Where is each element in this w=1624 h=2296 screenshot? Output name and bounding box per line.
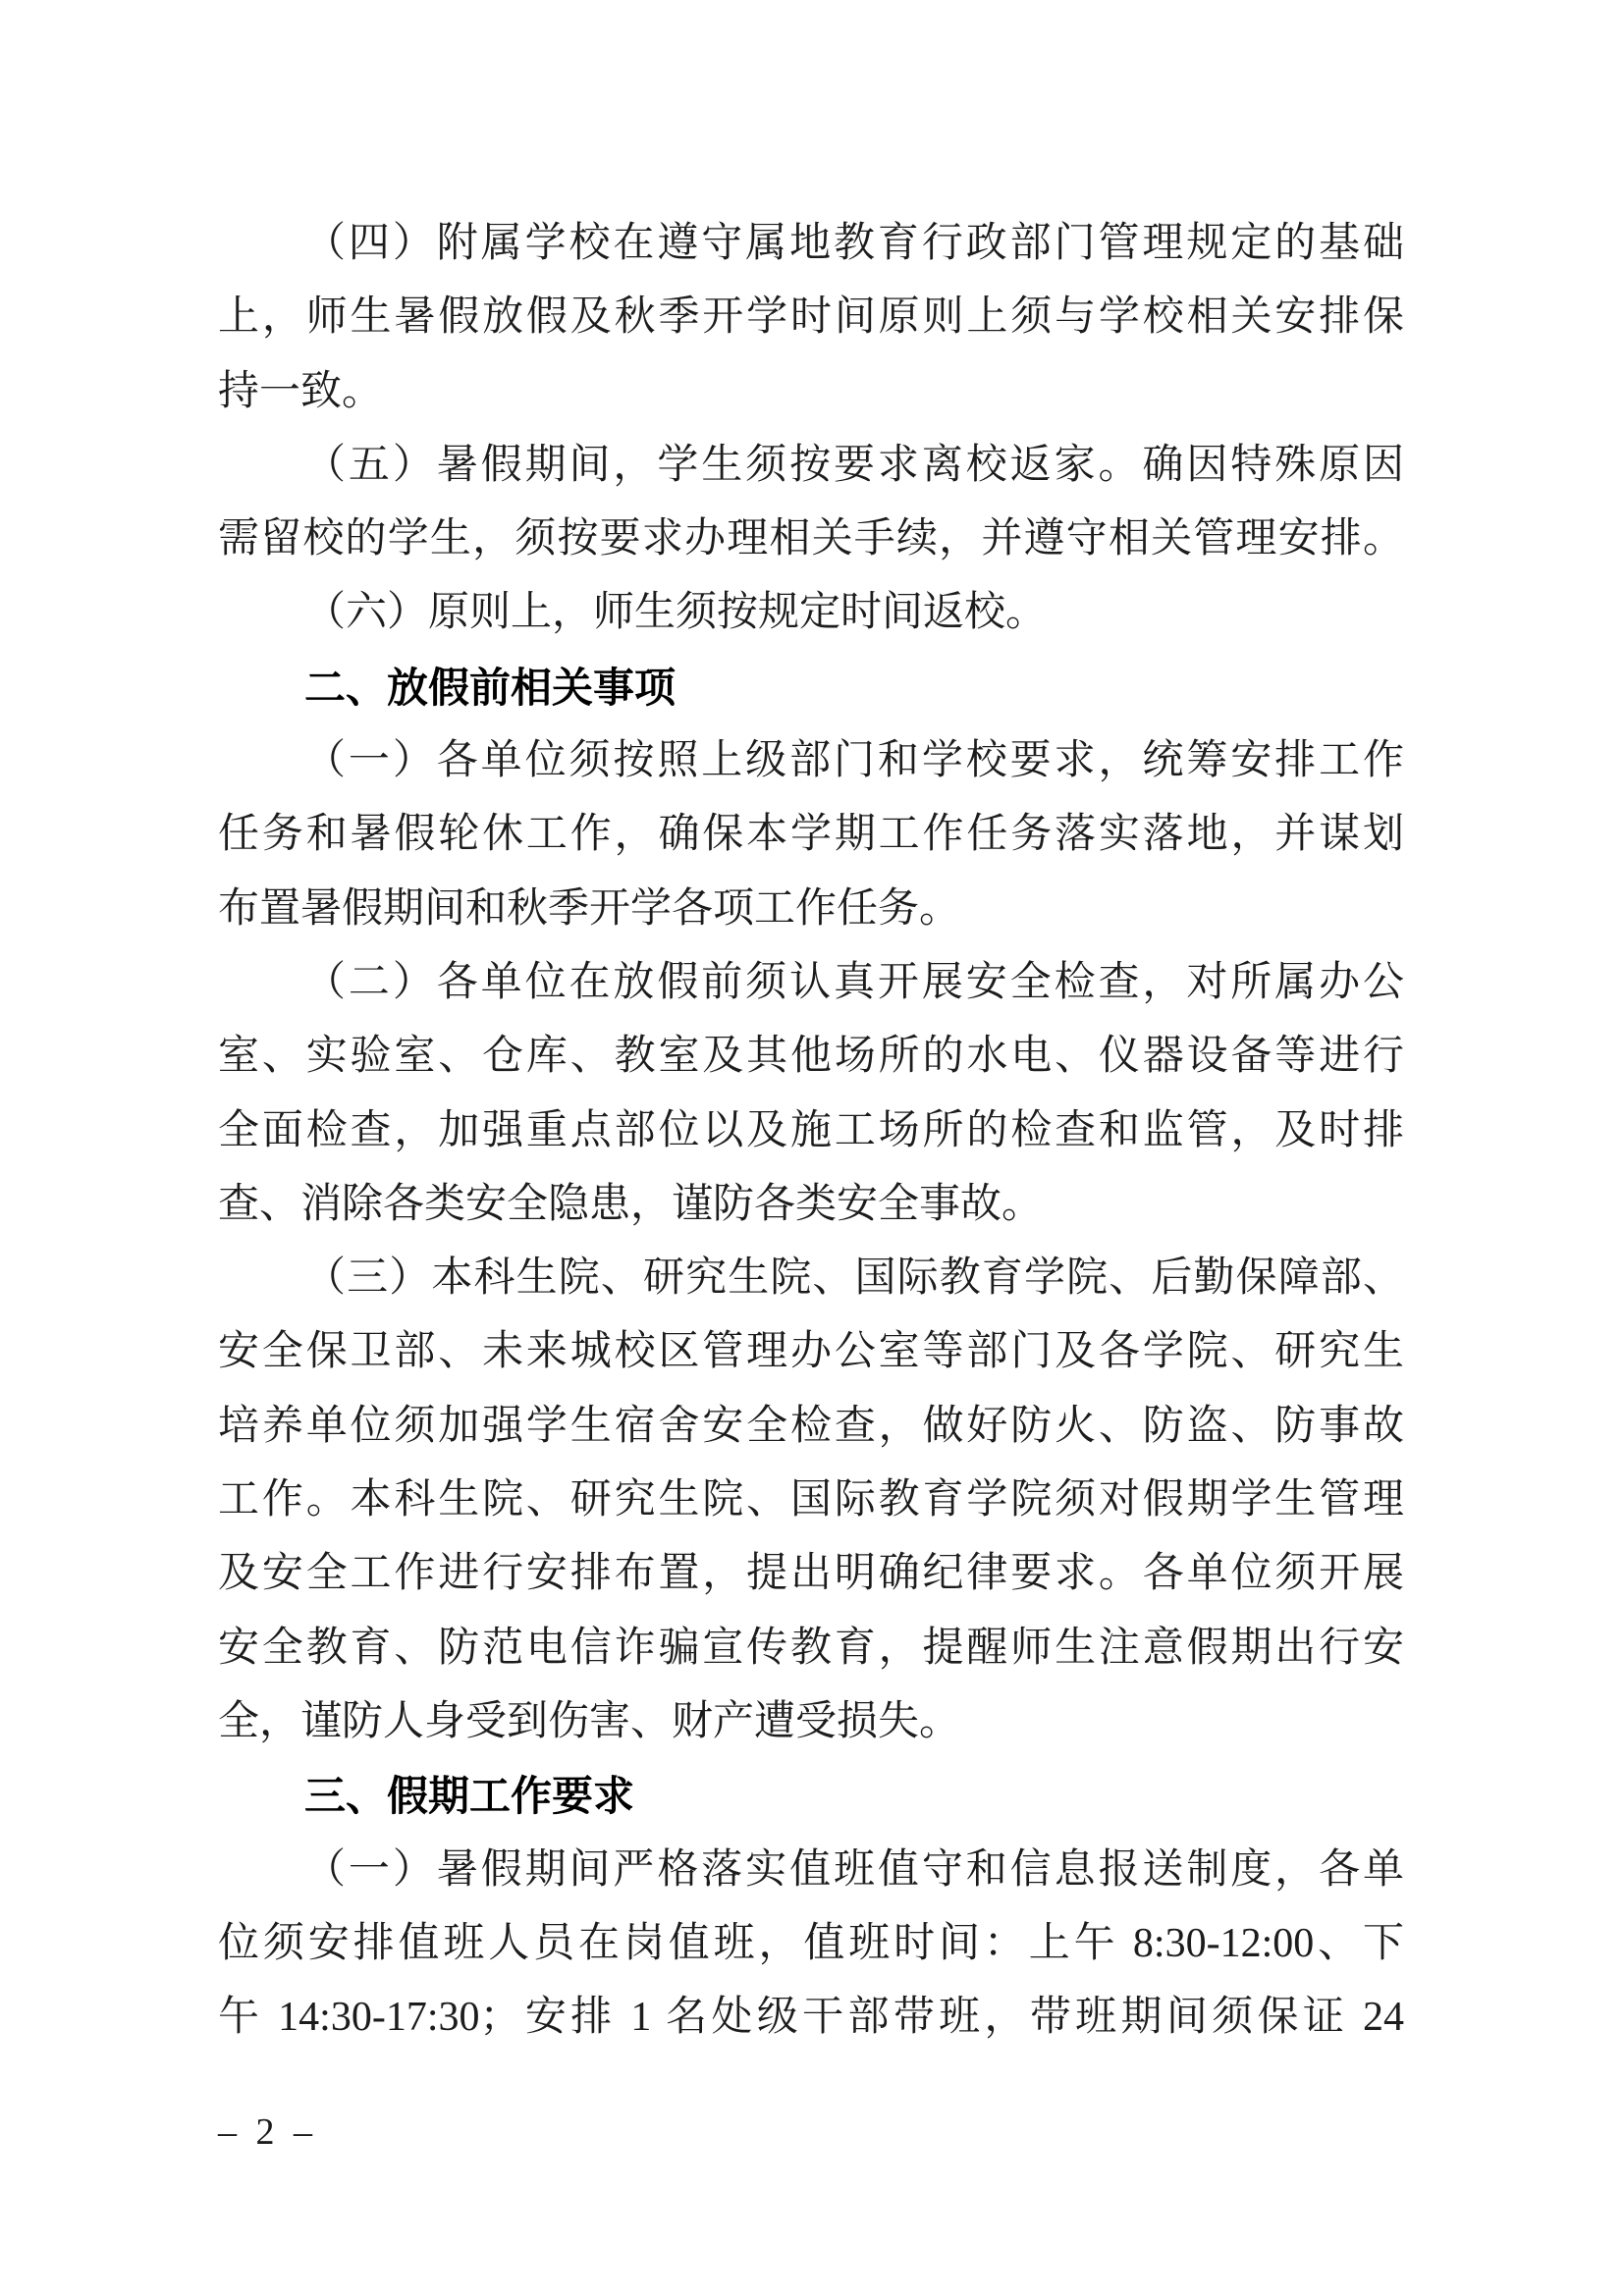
body-line: （六）原则上，师生须按规定时间返校。	[304, 590, 1048, 636]
section-heading: 三、假期工作要求	[304, 1773, 635, 1820]
body-line: 全，谨防人身受到伤害、财产遭受损失。	[218, 1698, 961, 1744]
body-line: （三）本科生院、研究生院、国际教育学院、后勤保障部、	[304, 1255, 1404, 1302]
body-line: 需留校的学生，须按要求办理相关手续，并遵守相关管理安排。	[218, 516, 1404, 562]
body-line: （四）附属学校在遵守属地教育行政部门管理规定的基础	[304, 221, 1404, 266]
body-line: 持一致。	[218, 368, 384, 414]
body-line: （二）各单位在放假前须认真开展安全检查，对所属办公	[304, 959, 1404, 1005]
body-line: 布置暑假期间和秋季开学各项工作任务。	[218, 885, 961, 932]
body-line: 及安全工作进行安排布置，提出明确纪律要求。各单位须开展	[218, 1551, 1404, 1597]
body-line: 查、消除各类安全隐患，谨防各类安全事故。	[218, 1181, 1044, 1227]
body-line: （五）暑假期间，学生须按要求离校返家。确因特殊原因	[304, 442, 1404, 488]
body-line: 任务和暑假轮休工作，确保本学期工作任务落实落地，并谋划	[218, 812, 1404, 858]
body-line: （一）各单位须按照上级部门和学校要求，统筹安排工作	[304, 738, 1404, 784]
body-line: （一）暑假期间严格落实值班值守和信息报送制度，各单	[304, 1846, 1404, 1893]
body-line: 工作。本科生院、研究生院、国际教育学院须对假期学生管理	[218, 1477, 1404, 1523]
section-heading: 二、放假前相关事项	[304, 664, 677, 711]
page-number: – 2 –	[218, 2111, 317, 2153]
body-line: 午 14:30-17:30；安排 1 名处级干部带班，带班期间须保证 24	[218, 1995, 1404, 2041]
body-line: 培养单位须加强学生宿舍安全检查，做好防火、防盗、防事故	[218, 1403, 1404, 1449]
body-line: 位须安排值班人员在岗值班，值班时间：上午 8:30-12:00、下	[218, 1920, 1404, 1966]
body-line: 室、实验室、仓库、教室及其他场所的水电、仪器设备等进行	[218, 1034, 1404, 1080]
body-line: 安全保卫部、未来城校区管理办公室等部门及各学院、研究生	[218, 1329, 1404, 1375]
body-line: 全面检查，加强重点部位以及施工场所的检查和监管，及时排	[218, 1107, 1404, 1153]
body-line: 安全教育、防范电信诈骗宣传教育，提醒师生注意假期出行安	[218, 1625, 1404, 1671]
body-line: 上，师生暑假放假及秋季开学时间原则上须与学校相关安排保	[218, 294, 1404, 341]
document-body	[218, 207, 1404, 2055]
